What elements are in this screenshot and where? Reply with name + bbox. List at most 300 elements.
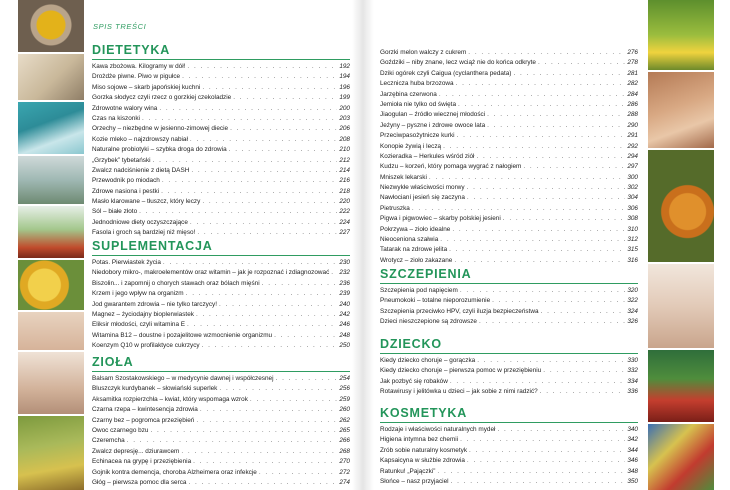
toc-entry [380,457,638,467]
entry-title: Przeciwpasożytnicze kurki [380,132,455,140]
goldenrod-photo [648,0,714,70]
toc-entry [380,388,638,398]
dot-leader [219,385,337,392]
toc-entry [92,396,350,406]
dot-leader [541,308,626,315]
page-number: 212 [339,156,350,164]
entry-title: Pietruszka [380,204,410,212]
dot-leader [190,136,337,143]
toc-entry [92,458,350,468]
section-title: DZIECKO [380,337,638,354]
medical-equipment-photo [18,156,84,204]
dot-leader [197,229,337,236]
entry-title: Witamina B12 – doustne i pozajelitowe wzmocnienie organizmu [92,331,273,339]
toc-entry [92,385,350,395]
dot-leader [487,111,625,118]
dot-leader [458,101,625,108]
toc-header: SPIS TREŚCI [93,22,147,31]
entry-title: Kawa zbożowa. Kilogramy w dół! [92,63,186,70]
dot-leader [479,318,625,325]
entry-title: Miso sojowe – skarb japońskiej kuchni [92,83,201,91]
dot-leader [469,447,625,454]
entry-title: Gorzki melon walczy z cukrem [380,49,467,56]
dot-leader [202,342,338,349]
entry-list [380,357,638,399]
page-number: 320 [627,287,638,294]
page-number: 306 [627,204,638,212]
toc-entry [92,188,350,198]
page-number: 246 [339,321,350,329]
dot-leader [150,427,337,434]
entry-title: Wrotycz – zioło zakazane [380,256,453,264]
page-number: 284 [627,90,638,98]
page-number: 294 [627,152,638,160]
dot-leader [259,469,338,476]
page-number: 278 [627,59,638,67]
dot-leader [182,73,337,80]
dot-leader [219,301,337,308]
entry-title: Potas. Pierwiastek życia [92,259,161,266]
entry-title: „Grzybek” tybetański [92,156,151,164]
dot-leader [443,143,625,150]
dot-leader [196,417,337,424]
toc-entry [380,226,638,236]
toc-entry [380,174,638,184]
child-photo [18,312,84,350]
toc-entry [380,80,638,90]
entry-title: Zdrowotne walory wina [92,104,158,112]
dot-leader [454,257,625,264]
entry-title: Biszolin... i zapomnij o chorych stawach oraz bólach mięśni [92,279,260,287]
page-number: 288 [627,111,638,119]
toc-entry [380,163,638,173]
dot-leader [457,132,626,139]
page-number: 290 [627,121,638,129]
dot-leader [229,146,338,153]
toc-entry [92,280,350,290]
dot-leader [440,236,625,243]
toc-entry [380,468,638,478]
toc-entry [92,427,350,437]
entry-title: Masło klarowane – tłuszcz, który leczy [92,198,201,206]
entry-title: Pneumokoki – totalne nieporozumienie [380,297,491,305]
entry-title: Kozie mleko – najzdrowszy nabiał [92,135,188,143]
entry-title: Sól – białe złoto [92,208,138,216]
herbs-photo [18,416,84,490]
page-number: 348 [627,467,638,475]
toc-entry [92,105,350,115]
toc-entry [380,257,638,267]
page-number: 256 [339,385,350,393]
dot-leader [159,105,337,112]
entry-title: Owoc czarnego bzu [92,426,149,434]
dot-leader [250,396,337,403]
hands-photo [18,54,84,100]
page-number: 342 [627,436,638,444]
dot-leader [492,297,625,304]
page-number: 236 [339,279,350,287]
entry-title: Jemioła nie tylko od święta [380,100,457,108]
toc-entry [380,153,638,163]
entry-title: Krzem i jego wpływ na organizm [92,290,184,298]
entry-title: Rotawirusy i jelitówka u dzieci – jak sobie z nimi radzić? [380,388,538,396]
woman-photo [18,352,84,414]
entry-title: Jednodniowe diety oczyszczające [92,218,188,226]
toc-entry [92,342,350,352]
citrus-photo [18,260,84,310]
dot-leader [181,448,337,455]
page-number: 192 [339,63,350,70]
dot-leader [460,436,625,443]
page-number: 265 [339,426,350,434]
dot-leader [163,259,337,266]
page-number: 206 [339,125,350,133]
dot-leader [497,426,625,433]
page-number: 291 [627,132,638,140]
toc-entry [380,378,638,388]
section-title: DIETETYKA [92,43,350,60]
page-number: 239 [339,290,350,298]
toc-entry [380,132,638,142]
page-number: 332 [627,367,638,375]
dot-leader [262,280,338,287]
toc-entry [92,406,350,416]
toc-entry [380,184,638,194]
section-title: SUPLEMENTACJA [92,239,350,256]
toc-entry [92,177,350,187]
page-number: 310 [627,225,638,233]
dot-leader [196,311,337,318]
toc-entry [380,436,638,446]
dot-leader [127,437,338,444]
toc-entry [92,448,350,458]
dot-leader [538,59,625,66]
mushrooms-photo [648,150,714,262]
page-number: 315 [627,246,638,254]
entry-title: Higiena intymna bez chemii [380,436,459,444]
entry-title: Jiaogulan – źródło wiecznej młodości [380,111,486,119]
left-photo-strip [18,0,84,490]
entry-title: Zdrowe nasiona i pestki [92,187,160,195]
toc-entry [380,478,638,488]
page-number: 203 [339,114,350,122]
dot-leader [487,122,625,129]
dot-leader [477,357,625,364]
section-title: ZIOŁA [92,355,350,372]
page-number: 326 [627,318,638,326]
dot-leader [439,91,625,98]
page-number: 300 [627,173,638,181]
page-number: 297 [627,163,638,171]
herbal-jars-photo [18,206,84,258]
entry-title: Tatarak na zdrowe jelita [380,246,448,254]
dot-leader [543,367,625,374]
page-number: 346 [627,457,638,465]
entry-title: Czeremcha [92,437,125,445]
page-number: 324 [627,307,638,315]
page-number: 230 [339,259,350,266]
section-ziola [92,355,350,489]
entry-title: Bluszczyk kurdybanek – słowiański superlek [92,385,218,393]
entry-title: Niezwykłe właściwości morwy [380,184,465,192]
toc-entry [92,198,350,208]
entry-title: Głóg – pierwsza pomoc dla serca [92,478,187,486]
entry-title: Lecznicza huba brzozowa [380,80,454,88]
entry-title: Czas na kiszonki [92,114,140,122]
toc-entry [92,301,350,311]
entry-title: Ratunku! „Pajączki” [380,467,436,475]
section-dietetyka [92,43,350,240]
entry-list [380,426,638,488]
entry-title: Zwalcz nadciśnienie z dietą DASH [92,166,190,174]
dot-leader [139,208,337,215]
page-number: 220 [339,198,350,206]
dot-leader [429,174,625,181]
page-number: 312 [627,236,638,244]
toc-entry [380,101,638,111]
dot-leader [142,115,337,122]
massage-photo [648,72,714,148]
dot-leader [162,177,337,184]
turmeric-bowl-photo [18,0,84,52]
dot-leader [233,94,337,101]
dot-leader [540,388,626,395]
toc-entry [380,367,638,377]
toc-entry [92,437,350,447]
toc-entry [92,219,350,229]
page-number: 196 [339,83,350,91]
section-title: SZCZEPIENIA [380,267,638,284]
book-gutter [352,0,374,490]
entry-title: Jeżyny – pyszne i zdrowe owoce lata [380,121,486,129]
page-number: 216 [339,177,350,185]
page-number: 227 [339,229,350,237]
page-number: 302 [627,184,638,192]
toc-entry [380,70,638,80]
dot-leader [460,287,626,294]
page-number: 340 [627,426,638,433]
dot-leader [186,290,338,297]
section-title: KOSMETYKA [380,406,638,423]
entry-title: Gojnik kontra demencja, choroba Alzheimera oraz infekcje [92,468,257,476]
entry-title: Eliksir młodości, czyli witamina E [92,321,186,329]
dot-leader [452,226,625,233]
page-number: 304 [627,194,638,202]
toc-entry [380,447,638,457]
page-number: 208 [339,135,350,143]
toc-entry [380,143,638,153]
entry-title: Czarny bez – pogromca przeziębień [92,416,195,424]
dot-leader [523,163,625,170]
entry-title: Goździki – niby znane, lecz wciąż nie do końca odkryte [380,59,536,67]
entry-title: Konopie żywią i leczą [380,142,442,150]
dot-leader [161,188,337,195]
dot-leader [187,321,337,328]
toc-entry [380,308,638,318]
entry-title: Balsam Szostakowskiego – w medycynie dawnej i współczesnej [92,375,274,382]
dot-leader [450,378,625,385]
toc-entry [92,63,350,73]
entry-title: Orzechy – niezbędne w jesienno-zimowej diecie [92,125,229,133]
entry-title: Kiedy dziecko choruje – pierwsza pomoc w przeziębieniu [380,367,542,375]
entry-list [92,63,350,240]
page-number: 260 [339,406,350,414]
toc-entry [380,287,638,297]
toc-entry [380,49,638,59]
right-photo-strip [648,0,714,490]
dot-leader [468,49,625,56]
toc-entry [380,318,638,328]
entry-title: Kudzu – korzeń, który pomaga wygrać z nałogiem [380,163,522,171]
page-number: 248 [339,331,350,339]
page-number: 276 [627,49,638,56]
toc-entry [380,215,638,225]
page-number: 254 [339,375,350,382]
dot-leader [188,479,337,486]
dot-leader [467,457,625,464]
dot-leader [467,194,625,201]
dot-leader [437,468,625,475]
entry-title: Aksamitka rozpierzchła – kwiat, który wspomaga wzrok [92,395,248,403]
entry-title: Kapsaicyna w służbie zdrowia [380,457,465,465]
toc-entry [92,479,350,489]
entry-title: Kiedy dziecko choruje – gorączka [380,357,476,364]
section-szczepienia [380,267,638,329]
dot-leader [187,63,337,70]
toc-entry [92,290,350,300]
toc-entry [92,269,350,279]
entry-title: Przewodnik po miodach [92,177,160,185]
page-number: 222 [339,208,350,216]
entry-list [92,375,350,489]
entry-title: Jod gwarantem zdrowia – nie tylko tarczycy! [92,300,218,308]
entry-title: Magnez – życiodajny bioplerwiastek [92,310,194,318]
toc-entry [380,426,638,436]
page-number: 281 [627,69,638,77]
toc-entry [92,115,350,125]
toc-entry [92,417,350,427]
entry-title: Nieoceniona szałwia [380,236,439,244]
toc-entry [92,208,350,218]
page-number: 274 [339,478,350,486]
page-number: 350 [627,477,638,485]
toc-entry [380,91,638,101]
toc-entry [380,122,638,132]
entry-title: Pigwa i pigwowiec – skarby polskiej jesieni [380,215,501,223]
section-kosmetyka [380,406,638,488]
page-number: 322 [627,297,638,305]
page-number: 218 [339,187,350,195]
page-number: 224 [339,218,350,226]
page-number: 262 [339,416,350,424]
page-number: 242 [339,310,350,318]
page-number: 259 [339,395,350,403]
dot-leader [503,215,626,222]
toc-entry [92,157,350,167]
toc-entry [92,167,350,177]
entry-title: Drożdże piwne. Piwo w pigułce [92,73,181,81]
section-dziecko [380,337,638,399]
page-number: 199 [339,94,350,102]
page-number: 292 [627,142,638,150]
colorful-blocks-photo [648,424,714,490]
dot-leader [456,80,626,87]
entry-list [380,287,638,329]
toc-entry [92,259,350,269]
toc-entry [92,94,350,104]
entry-title: Rodzaje i właściwości naturalnych mydeł [380,426,496,433]
page-number: 210 [339,146,350,154]
entry-list [92,259,350,353]
dot-leader [202,84,337,91]
woman-stomach-photo [648,264,714,348]
page-number: 240 [339,300,350,308]
entry-title: Szczepienia przeciwko HPV, czyli iluzja bezpieczeństwa [380,307,539,315]
page-number: 270 [339,458,350,466]
dot-leader [513,70,625,77]
page-number: 268 [339,447,350,455]
page-number: 344 [627,446,638,454]
page-number: 250 [339,342,350,350]
toc-entry [92,332,350,342]
toc-entry [92,125,350,135]
toc-entry [92,321,350,331]
entry-title: Pokrzywa – zioło idealne [380,225,451,233]
medical-mask-photo [18,102,84,154]
toc-entry [92,84,350,94]
entry-title: Czarna rzepa – kwintesencja zdrowia [92,406,198,414]
toc-entry [92,311,350,321]
entry-title: Dzieci nieszczepione są zdrowsze [380,318,477,326]
toc-entry [92,73,350,83]
entry-title: Echinacea na grypę i przeziębienia [92,458,192,466]
entry-title: Zwalcz depresję... dziurawcem [92,447,180,455]
toc-entry [380,59,638,69]
entry-title: Koenzym Q10 w profilaktyce cukrzycy [92,342,200,350]
toc-entry [380,236,638,246]
dot-leader [331,269,337,276]
entry-title: Kozieradka – Herkules wśród ziół [380,152,475,160]
toc-entry [380,297,638,307]
dot-leader [449,246,625,253]
dot-leader [200,406,337,413]
page-number: 214 [339,166,350,174]
entry-title: Mniszek lekarski [380,173,427,181]
entry-title: Fasola i groch są bardziej niż mięso! [92,229,196,237]
toc-entry [380,205,638,215]
toc-entry [380,246,638,256]
page-number: 266 [339,437,350,445]
entry-title: Jarzębina czerwona [380,90,437,98]
page-number: 334 [627,377,638,385]
page-number: 272 [339,468,350,476]
dot-leader [476,153,625,160]
entry-title: Niedobory mikro-, makroelementów oraz witamin – jak je rozpoznać i zdiagnozować [92,269,330,277]
page-number: 286 [627,100,638,108]
dot-leader [202,198,337,205]
page-number: 330 [627,357,638,364]
entry-title: Nawłocianí jesień się zaczyna [380,194,465,202]
dot-leader [451,478,626,485]
dot-leader [230,125,337,132]
dot-leader [190,219,337,226]
dot-leader [412,205,625,212]
toc-entry [380,111,638,121]
page-number: 308 [627,215,638,223]
page-number: 194 [339,73,350,81]
page-number: 282 [627,80,638,88]
toc-entry [380,357,638,367]
